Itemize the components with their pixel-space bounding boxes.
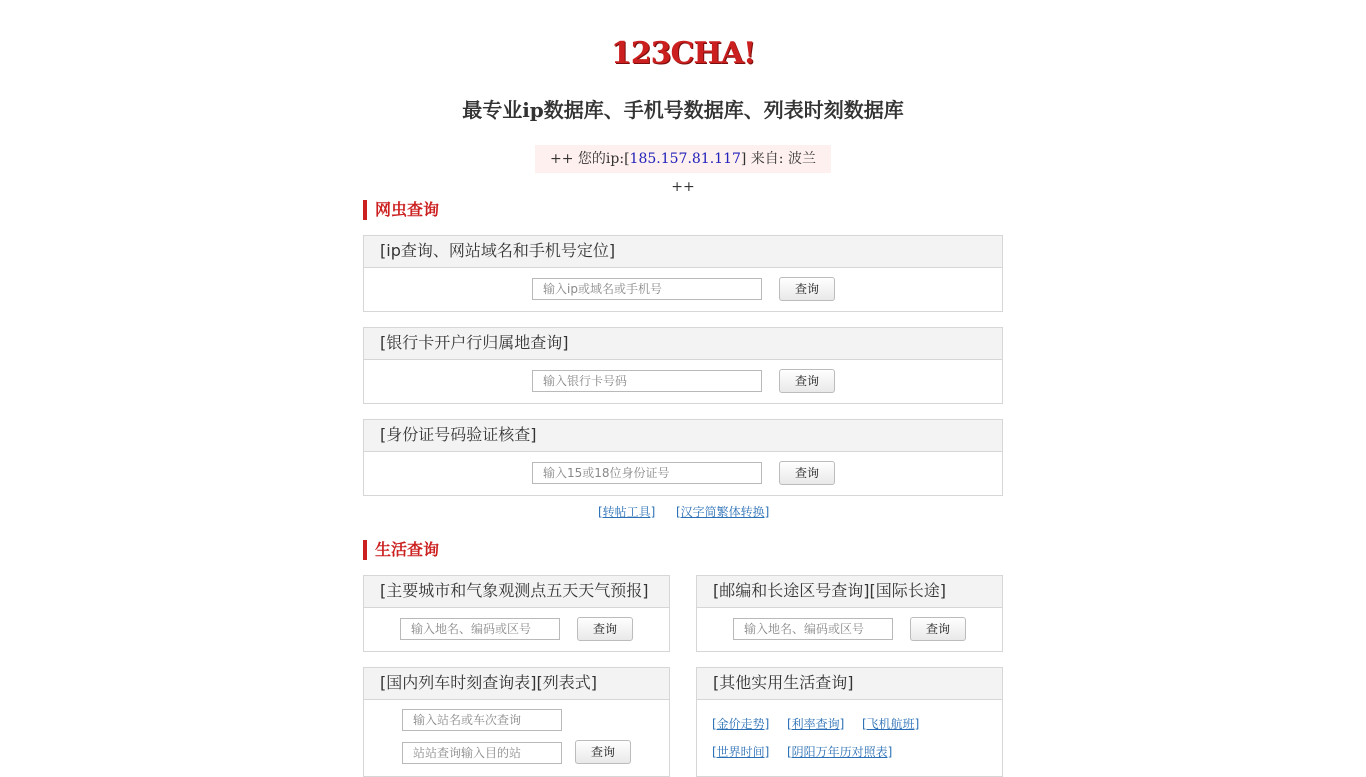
postcode-input[interactable] — [733, 618, 893, 640]
section-title-life: 生活查询 — [363, 540, 439, 560]
ip-suffix: ] 来自: 波兰 ++ — [671, 151, 830, 195]
weather-button[interactable]: 查询 — [577, 617, 633, 641]
weather-box — [363, 575, 670, 652]
repost-tool-link[interactable]: [转帖工具] — [598, 505, 656, 519]
train-destination-input[interactable] — [402, 742, 562, 764]
ip-lookup-input[interactable] — [532, 278, 762, 300]
ip-lookup-button[interactable]: 查询 — [779, 277, 835, 301]
bank-card-input[interactable] — [532, 370, 762, 392]
other-life-title: [其他实用生活查询] — [697, 668, 1002, 700]
bank-card-title: [银行卡开户行归属地查询] — [364, 328, 1002, 360]
bank-card-box — [363, 327, 1003, 404]
section-title-netizen: 网虫查询 — [363, 200, 439, 220]
id-card-button[interactable]: 查询 — [779, 461, 835, 485]
ip-lookup-title: [ip查询、网站域名和手机号定位] — [364, 236, 1002, 268]
id-card-box — [363, 419, 1003, 496]
train-box — [363, 667, 670, 777]
train-station-input[interactable] — [402, 709, 562, 731]
interest-rate-link[interactable]: [利率查询] — [787, 717, 845, 731]
train-button[interactable]: 查询 — [575, 740, 631, 764]
site-tagline: 最专业ip数据库、手机号数据库、列表时刻数据库 — [462, 98, 904, 122]
weather-input[interactable] — [400, 618, 560, 640]
postcode-title: [邮编和长途区号查询][国际长途] — [697, 576, 1002, 608]
weather-title: [主要城市和气象观测点五天天气预报] — [364, 576, 669, 608]
id-card-input[interactable] — [532, 462, 762, 484]
postcode-button[interactable]: 查询 — [910, 617, 966, 641]
train-title: [国内列车时刻查询表][列表式] — [364, 668, 669, 700]
visitor-ip-bar — [535, 145, 831, 195]
postcode-box — [696, 575, 1003, 652]
flight-link[interactable]: [飞机航班] — [862, 717, 920, 731]
visitor-ip-value: 185.157.81.117 — [629, 151, 741, 167]
site-logo[interactable]: 123CHA! — [610, 36, 756, 71]
world-time-link[interactable]: [世界时间] — [712, 745, 770, 759]
bank-card-button[interactable]: 查询 — [779, 369, 835, 393]
chinese-convert-link[interactable]: [汉字简繁体转换] — [676, 505, 770, 519]
other-life-box — [696, 667, 1003, 777]
calendar-link[interactable]: [阴阳万年历对照表] — [787, 745, 893, 759]
ip-prefix: ++ 您的ip:[ — [550, 151, 630, 167]
ip-lookup-box — [363, 235, 1003, 312]
gold-price-link[interactable]: [金价走势] — [712, 717, 770, 731]
id-card-title: [身份证号码验证核查] — [364, 420, 1002, 452]
